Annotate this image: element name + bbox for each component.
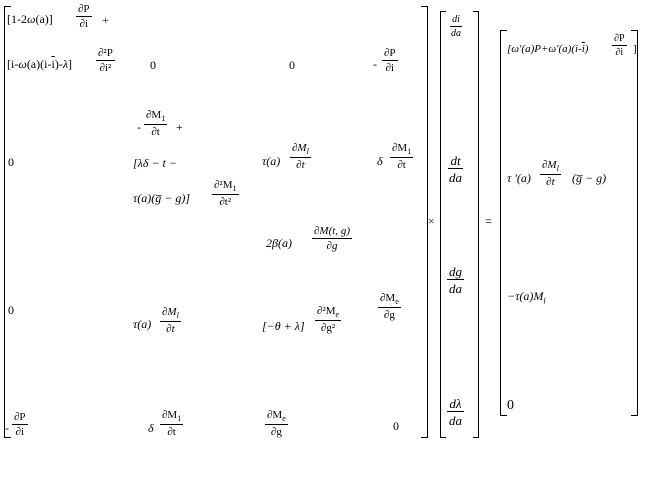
times-operator: ×: [428, 214, 435, 228]
vector-dg-da: $\frac{dg}{da}$: [449, 264, 462, 296]
r1c1-frac2: $\frac{\text{∂²P}}{\text{∂i²}}$: [98, 47, 113, 74]
vector-left-bracket: [440, 11, 446, 438]
r3c3-prefix: [−θ + λ]: [262, 319, 305, 333]
r3c4-frac: $\frac{\partial M_e}{\partial g}$: [380, 292, 399, 322]
r2c3-frac: $\frac{\partial M_l}{\partial t}$: [292, 142, 309, 172]
r3c2-prefix: τ(a): [133, 317, 152, 331]
vector-dlambda-da: $\frac{d\lambda}{da}$: [449, 396, 462, 428]
rhs-row1: [$\omega'(a)P+\omega'(a)(i-\overline{i})$: [507, 43, 589, 55]
r1c1-plus: +: [102, 13, 109, 27]
r2c2-line3: τ(a)(g̅ − g)]: [133, 191, 191, 205]
r4c3-frac: $\frac{\partial M_e}{\partial g}$: [267, 409, 286, 439]
r1c3-zero: 0: [289, 58, 295, 72]
equals-operator: =: [485, 214, 492, 228]
r1c1-frac1: $\frac{\partial P}{\partial i}$: [78, 3, 90, 30]
rhs-row3: $-\tau(a)M_l$: [507, 289, 546, 306]
r2c1-zero: 0: [8, 155, 14, 169]
rhs-row2-prefix: τ '(a): [507, 171, 531, 185]
rhs-left-bracket: [500, 30, 507, 416]
r4c4-zero: 0: [393, 419, 399, 433]
r4c1-minus: -: [5, 421, 9, 435]
rhs-row1-close: ]: [633, 43, 637, 55]
rhs-row2-frac: $\frac{\partial M_l}{\partial t}$: [542, 159, 559, 189]
r1c1-line2: $[i-\omega(a)(i-\overline{i})-\lambda]$: [7, 57, 73, 71]
vector-right-bracket: [473, 11, 479, 438]
r2c4-prefix: δ: [377, 154, 383, 168]
r1c2-zero: 0: [150, 58, 156, 72]
r2c2-plus: +: [176, 120, 183, 134]
r2c3-line2-prefix: 2β(a): [266, 236, 292, 250]
matrix-right-bracket: [421, 6, 428, 438]
r4c1-frac: $\frac{\partial P}{\partial i}$: [14, 411, 26, 438]
r4c2-frac: $\frac{\partial M_1}{\partial t}$: [162, 409, 182, 439]
r2c2-line2: [λδ − t −: [133, 156, 177, 170]
r1c1-line1: [1-2ω(a)]: [7, 12, 53, 26]
r2c4-frac: $\frac{\partial M_1}{\partial t}$: [392, 142, 412, 172]
vector-dt-da: $\frac{dt}{da}$: [449, 153, 462, 185]
r2c2-minus: -: [137, 120, 141, 134]
r2c3-line2-frac: $\frac{\partial M(t, g)}{\partial g}$: [314, 225, 350, 252]
r2c2-frac2: $\frac{\partial^2M_1}{\text{∂t²}}$: [214, 179, 237, 209]
rhs-row2-suffix: (g̅ − g): [572, 171, 607, 185]
r3c2-frac: $\frac{\partial M_l}{\partial t}$: [162, 306, 179, 336]
r1c4-minus: -: [373, 57, 377, 71]
r3c3-frac: $\frac{\partial^2M_e}{\text{∂g²}}$: [317, 305, 340, 335]
rhs-right-bracket: [631, 30, 638, 416]
vector-di-da: $\frac{di}{da}$: [451, 14, 461, 39]
r3c1-zero: 0: [8, 303, 14, 317]
r1c4-frac: $\frac{\partial P}{\partial i}$: [384, 47, 396, 74]
r2c3-prefix: τ(a): [262, 154, 281, 168]
rhs-row1-frac: $\frac{\partial P}{\partial i}$: [614, 33, 625, 58]
rhs-row4: 0: [507, 398, 514, 413]
r4c2-prefix: δ: [148, 421, 154, 435]
r2c2-frac1: $\frac{\partial M_1}{\partial t}$: [146, 109, 166, 139]
